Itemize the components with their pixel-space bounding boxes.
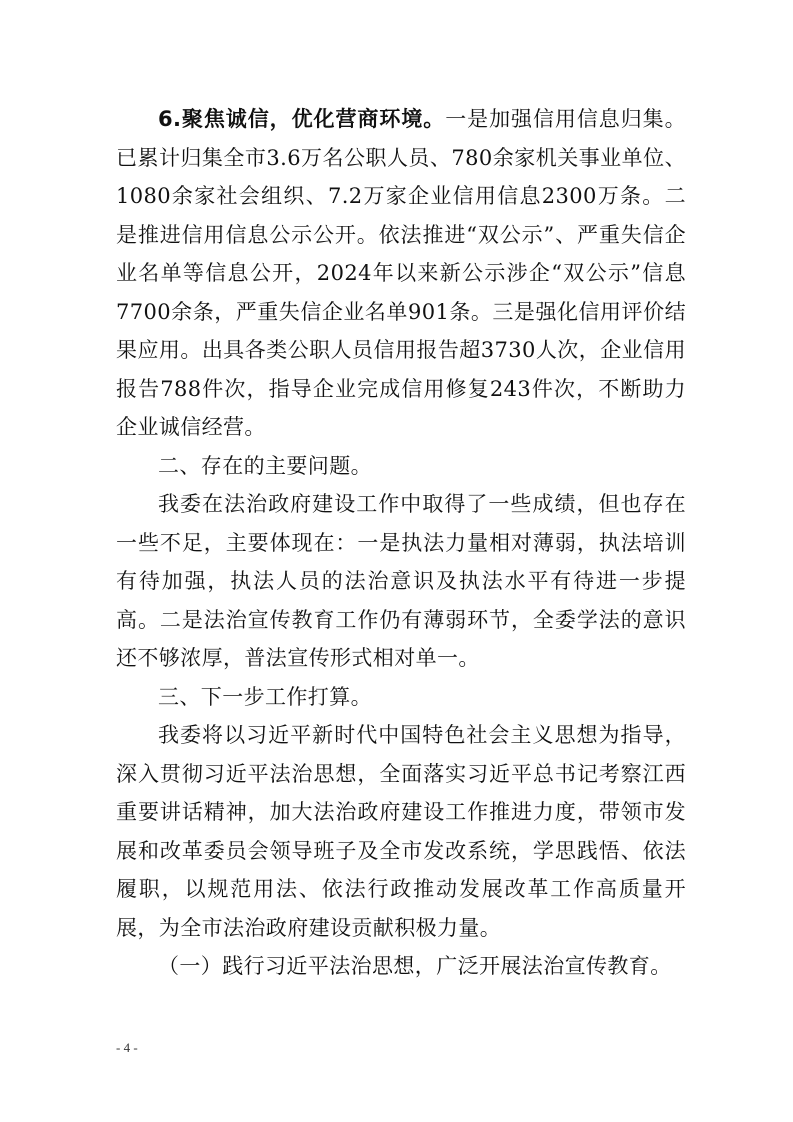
page-number: - 4 - <box>116 1040 138 1055</box>
heading-next-steps: 三、下一步工作打算。 <box>158 684 372 709</box>
paragraph-plan: 我委将以习近平新时代中国特色社会主义思想为指导，深入贯彻习近平法治思想，全面落实习近平总书记考察江西重要讲话精神，加大法治政府建设工作推进力度，带领市发展和改革委员会领导班子及全市发改系统，学思践悟、依法履职，以规范用法、依法行政推动发展改革工作高质量开展，为全市法治政府建设贡献积极力量。 <box>116 723 686 940</box>
paragraph-problems: 我委在法治政府建设工作中取得了一些成绩，但也存在一些不足，主要体现在：一是执法力量相对薄弱，执法培训有待加强，执法人员的法治意识及执法水平有待进一步提高。二是法治宣传教育工作仍有薄弱环节，全委学法的意识还不够浓厚，普法宣传形式相对单一。 <box>116 492 686 670</box>
document-body <box>116 100 686 986</box>
section6-lead: 6.聚焦诚信，优化营商环境。 <box>158 107 446 131</box>
heading-problems: 二、存在的主要问题。 <box>158 453 372 478</box>
paragraph-section6 <box>116 100 686 447</box>
subheading-rule-of-law-education: （一）践行习近平法治思想，广泛开展法治宣传教育。 <box>158 954 672 978</box>
section6-body: 一是加强信用信息归集。已累计归集全市3.6万名公职人员、780余家机关事业单位、1080余家社会组织、7.2万家企业信用信息2300万条。二是推进信用信息公示公开。依法推进“双公示”、严重失信企业名单等信息公开，2024年以来新公示涉企“双公示”信息7700余条，严重失信企业名单901条。三是强化信用评价结果应用。出具各类公职人员信用报告超3730人次，企业信用报告788件次，指导企业完成信用修复243件次，不断助力企业诚信经营。 <box>116 107 686 439</box>
